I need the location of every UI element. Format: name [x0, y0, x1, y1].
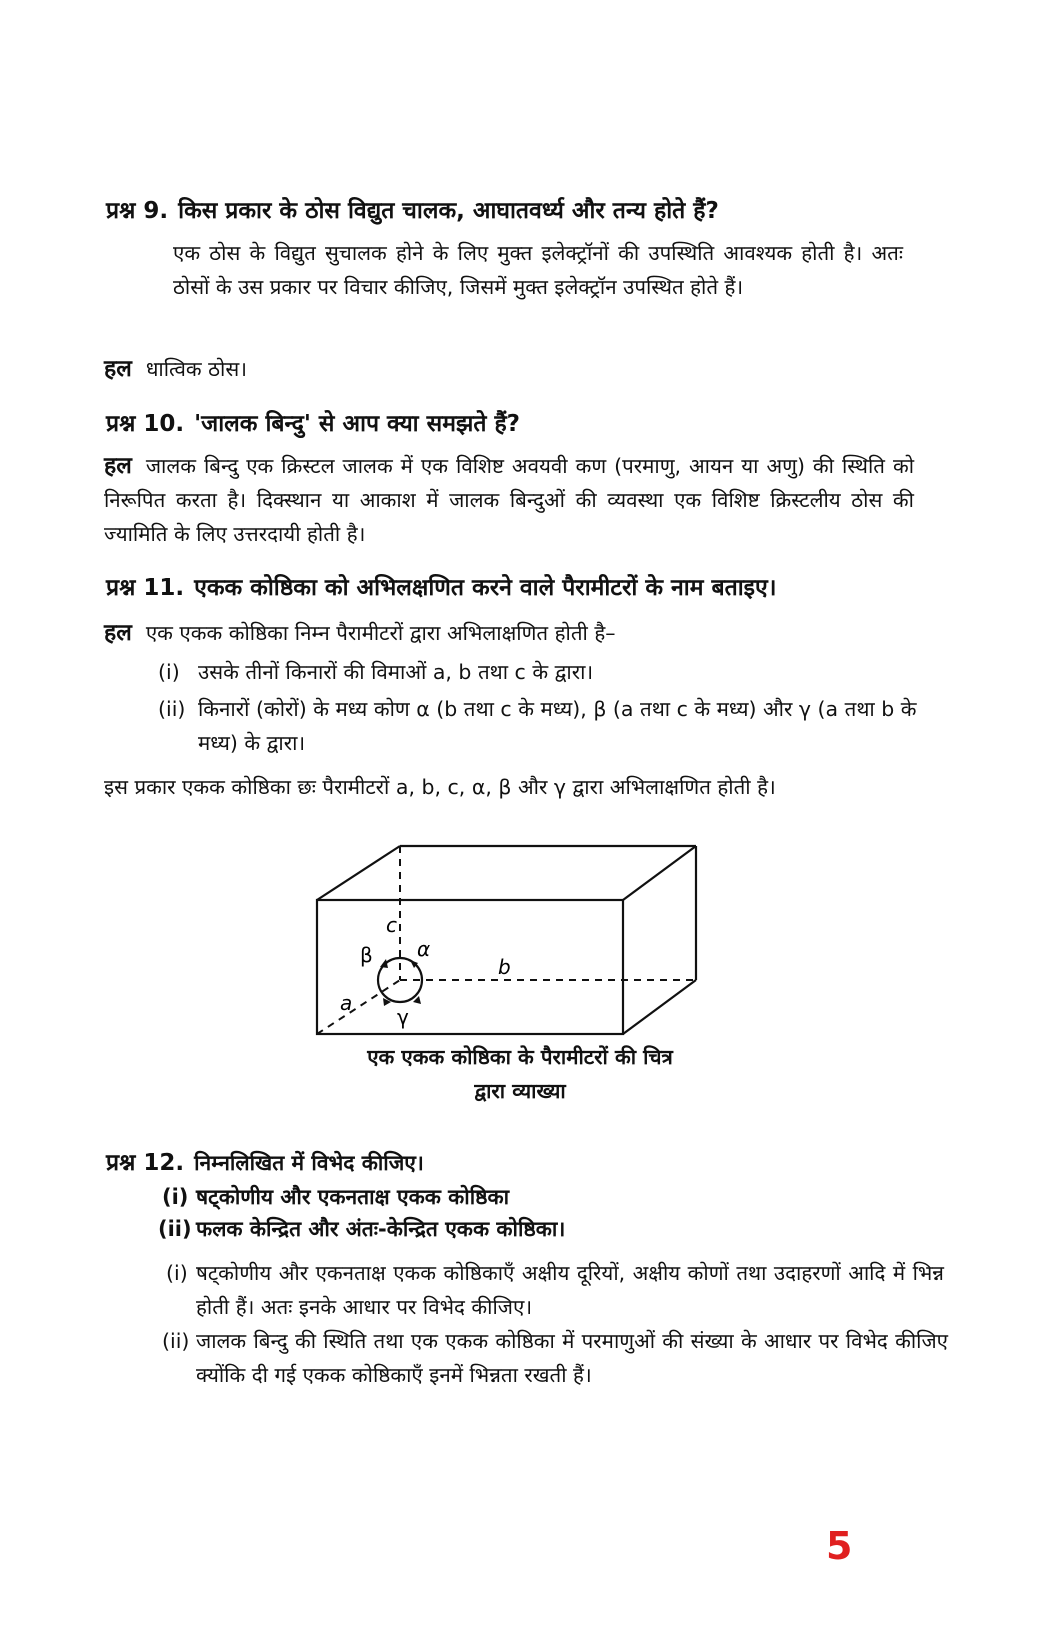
hint-text: जालक बिन्दु की स्थिति तथा एक एकक कोष्ठिका में परमाणुओं की संख्या के आधार पर विभेद कीजिए क्योंकि दी गई एकक कोष्ठिकाएँ इनमें भिन्नता रखती हैं।: [196, 1329, 948, 1387]
question-9-heading: [106, 193, 719, 225]
question-11-intro-text: एक एकक कोष्ठिका निम्न पैरामीटरों द्वारा अभिलाक्षणित होती है–: [145, 621, 616, 645]
label-a: a: [340, 991, 353, 1015]
label-beta: β: [360, 943, 373, 967]
question-10-answer: [104, 449, 914, 551]
label-b: b: [498, 955, 511, 979]
label-c: c: [386, 913, 397, 937]
figure-caption-line-1: एक एकक कोष्ठिका के पैरामीटरों की चित्र: [367, 1045, 673, 1069]
right-bottom-edge: [623, 980, 696, 1034]
question-10-answer-text: जालक बिन्दु एक क्रिस्टल जालक में एक विशिष्ट अवयवी कण (परमाणु, आयन या अणु) की स्थिति को निरूपित करता है। दिक्स्थान या आकाश में जालक बिन्दुओं की व्यवस्था एक विशिष्ट क्रिस्टलीय ठोस की ज्यामिति के लिए उत्तरदायी होती है।: [104, 454, 914, 546]
question-9-answer-text: धात्विक ठोस।: [145, 357, 247, 381]
question-11-summary: इस प्रकार एकक कोष्ठिका छः पैरामीटरों a, b, c, α, β और γ द्वारा अभिलाक्षणित होती है।: [104, 775, 776, 799]
question-11-heading: [106, 570, 776, 602]
question-9-text: किस प्रकार के ठोस विद्युत चालक, आघातवर्ध्य और तन्य होते हैं?: [178, 198, 719, 224]
figure-caption: [300, 1040, 740, 1108]
answer-label: हल: [104, 356, 132, 382]
question-12-text: निम्नलिखित में विभेद कीजिए।: [194, 1151, 424, 1175]
question-10-label: प्रश्न 10.: [106, 411, 185, 437]
top-edge-left: [317, 846, 400, 900]
item-text: उसके तीनों किनारों की विमाओं a, b तथा c के द्वारा।: [198, 660, 594, 684]
question-12-part-1: [162, 1180, 509, 1214]
part-text: षट्कोणीय और एकनताक्ष एकक कोष्ठिका: [196, 1185, 510, 1209]
top-edge-right: [623, 846, 696, 900]
hidden-edge-a: [317, 980, 400, 1034]
figure-caption-line-2: द्वारा व्याख्या: [474, 1079, 566, 1103]
question-9-hint: एक ठोस के विद्युत सुचालक होने के लिए मुक्त इलेक्ट्रॉनों की उपस्थिति आवश्यक होती है। अतः ठोसों के उस प्रकार पर विचार कीजिए, जिसमें मुक्त इलेक्ट्रॉन उपस्थित होते हैं।: [173, 241, 903, 299]
answer-label: हल: [104, 620, 132, 646]
question-12-heading: [106, 1145, 424, 1177]
question-11-text: एकक कोष्ठिका को अभिलक्षणित करने वाले पैरामीटरों के नाम बताइए।: [194, 575, 777, 601]
hint-text: षट्कोणीय और एकनताक्ष एकक कोष्ठिकाएँ अक्षीय दूरियों, अक्षीय कोणों तथा उदाहरणों आदि में भिन्न होती हैं। अतः इनके आधार पर विभेद कीजिए।: [196, 1261, 944, 1319]
item-number: (i): [158, 660, 180, 684]
hint-number: (i): [166, 1261, 188, 1285]
page-number: 5: [826, 1524, 853, 1568]
answer-label: हल: [104, 453, 132, 479]
part-number: (ii): [158, 1217, 192, 1241]
item-number: (ii): [158, 697, 186, 721]
question-12-part-2: [158, 1212, 565, 1246]
question-9-answer: [104, 352, 904, 386]
question-12-hint-2: [162, 1324, 948, 1392]
question-10-text: 'जालक बिन्दु' से आप क्या समझते हैं?: [194, 411, 521, 437]
question-10-heading: [106, 406, 520, 438]
item-text: किनारों (कोरों) के मध्य कोण α (b तथा c के मध्य), β (a तथा c के मध्य) और γ (a तथा b के मध्य) के द्वारा।: [198, 697, 917, 755]
question-11-label: प्रश्न 11.: [106, 575, 185, 601]
part-number: (i): [162, 1185, 189, 1209]
label-alpha: α: [417, 937, 431, 961]
hint-number: (ii): [162, 1329, 190, 1353]
label-gamma: γ: [397, 1005, 409, 1029]
question-12-hint-1: [166, 1256, 944, 1324]
front-face: [317, 900, 623, 1034]
question-12-label: प्रश्न 12.: [106, 1150, 185, 1176]
question-11-item-1: [158, 655, 908, 689]
question-11-answer-intro: [104, 616, 914, 650]
question-9-label: प्रश्न 9.: [106, 198, 169, 224]
question-11-item-2: [158, 692, 948, 760]
arrow-beta: [380, 959, 388, 968]
part-text: फलक केन्द्रित और अंतः-केन्द्रित एकक कोष्ठिका।: [196, 1217, 566, 1241]
unit-cell-figure: [300, 830, 720, 1050]
